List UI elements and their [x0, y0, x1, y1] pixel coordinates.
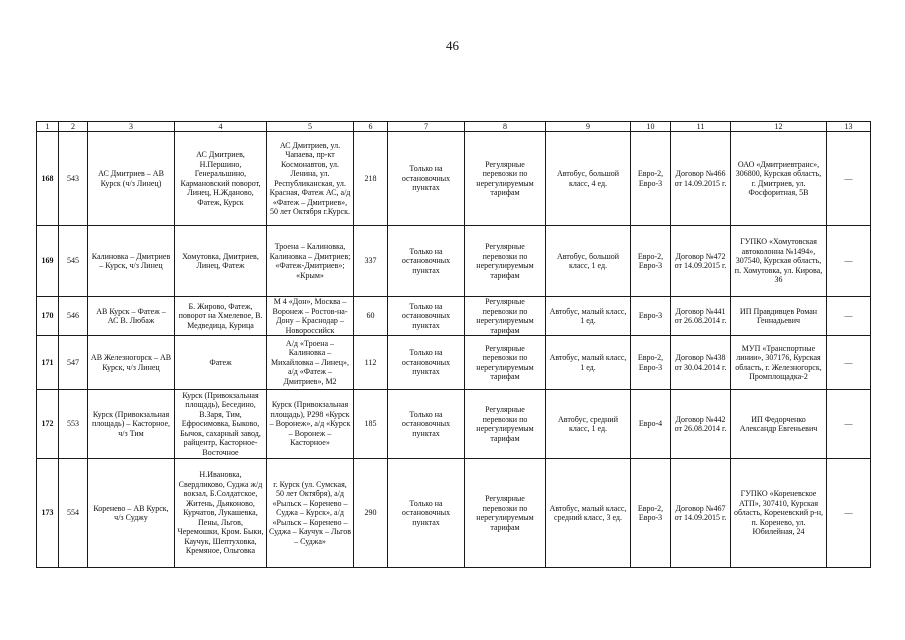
row-number-cell: 170 — [37, 297, 59, 336]
transport-type-cell: Регулярные перевозки по нерегулируемым тарифам — [465, 336, 546, 390]
vehicle-cell: Автобус, малый класс, 1 ед. — [546, 297, 631, 336]
eco-class-cell: Евро-4 — [631, 390, 671, 459]
transport-type-cell: Регулярные перевозки по нерегулируемым тарифам — [465, 132, 546, 226]
carrier-cell: ОАО «Дмитриевтранс», 306800, Курская область, г. Дмитриев, ул. Фосфоритная, 5В — [731, 132, 827, 226]
transport-type-cell: Регулярные перевозки по нерегулируемым тарифам — [465, 297, 546, 336]
route-name-cell: АВ Железногорск – АВ Курск, ч/з Линец — [88, 336, 175, 390]
length-cell: 290 — [354, 459, 388, 568]
contract-cell: Договор №438 от 30.04.2014 г. — [671, 336, 731, 390]
carrier-cell: ГУПКО «Хомутовская автоколонна №1494», 307540, Курская область, п. Хомутовка, ул. Кирова, 36 — [731, 226, 827, 297]
row-number-cell: 173 — [37, 459, 59, 568]
table-row — [37, 132, 871, 226]
table-row — [37, 297, 871, 336]
column-header: 8 — [465, 122, 546, 132]
boarding-cell: Только на остановочных пунктах — [388, 336, 465, 390]
transport-type-cell: Регулярные перевозки по нерегулируемым тарифам — [465, 226, 546, 297]
boarding-cell: Только на остановочных пунктах — [388, 459, 465, 568]
boarding-cell: Только на остановочных пунктах — [388, 390, 465, 459]
column-header: 12 — [731, 122, 827, 132]
eco-class-cell: Евро-2, Евро-3 — [631, 132, 671, 226]
length-cell: 185 — [354, 390, 388, 459]
column-header: 9 — [546, 122, 631, 132]
stops-cell: Фатеж — [175, 336, 267, 390]
column-header: 2 — [59, 122, 88, 132]
row-number-cell: 168 — [37, 132, 59, 226]
route-name-cell: Курск (Привокзальная площадь) – Касторное, ч/з Тим — [88, 390, 175, 459]
table-row — [37, 226, 871, 297]
table-row — [37, 459, 871, 568]
carrier-cell: ИП Правдивцев Роман Геннадьевич — [731, 297, 827, 336]
route-number-cell: 543 — [59, 132, 88, 226]
streets-cell: Курск (Привокзальная площадь), Р298 «Курск – Воронеж», а/д «Курск – Воронеж – Касторное» — [267, 390, 354, 459]
eco-class-cell: Евро-2, Евро-3 — [631, 336, 671, 390]
contract-cell: Договор №472 от 14.09.2015 г. — [671, 226, 731, 297]
carrier-cell: ГУПКО «Кореневское АТП», 307410, Курская область, Кореневский р-н, п. Кореневo, ул. Юбилейная, 24 — [731, 459, 827, 568]
boarding-cell: Только на остановочных пунктах — [388, 132, 465, 226]
contract-cell: Договор №466 от 14.09.2015 г. — [671, 132, 731, 226]
row-number-cell: 172 — [37, 390, 59, 459]
eco-class-cell: Евро-2, Евро-3 — [631, 459, 671, 568]
page-number: 46 — [446, 38, 459, 53]
length-cell: 112 — [354, 336, 388, 390]
notes-cell: — — [827, 297, 871, 336]
column-header: 13 — [827, 122, 871, 132]
route-number-cell: 554 — [59, 459, 88, 568]
streets-cell: Троена – Калиновка, Калиновка – Дмитриев; «Фатеж-Дмитриев»; «Крым» — [267, 226, 354, 297]
route-name-cell: АВ Курск – Фатеж – АС В. Любаж — [88, 297, 175, 336]
eco-class-cell: Евро-3 — [631, 297, 671, 336]
carrier-cell: ИП Федорченко Александр Евгеньевич — [731, 390, 827, 459]
boarding-cell: Только на остановочных пунктах — [388, 297, 465, 336]
stops-cell: Н.Ивановка, Свердликово, Суджа ж/д вокзал, Б.Солдатское, Житень, Дьяконово, Курчатов, Лукашевка, Пены, Льгов, Черемошки, Кром. Быки, Каучук, Шептуховка, Кремяное, Ольговка — [175, 459, 267, 568]
route-name-cell: Калиновка – Дмитриев – Курск, ч/з Линец — [88, 226, 175, 297]
column-header: 7 — [388, 122, 465, 132]
length-cell: 218 — [354, 132, 388, 226]
stops-cell: Курск (Привокзальная площадь), Беседино, В.Заря, Тим, Ефросимовка, Быково, Бычок, сахарный завод, райцентр, Касторное-Восточное — [175, 390, 267, 459]
streets-cell: А/д «Троена – Калиновка – Михайловка – Линец», а/д «Фатеж – Дмитриев», М2 — [267, 336, 354, 390]
column-header: 4 — [175, 122, 267, 132]
notes-cell: — — [827, 226, 871, 297]
stops-cell: Б. Жирово, Фатеж, поворот на Хмелевое, В. Медведица, Курица — [175, 297, 267, 336]
notes-cell: — — [827, 390, 871, 459]
streets-cell: г. Курск (ул. Сумская, 50 лет Октября), а/д «Рыльск – Кореневo – Суджа – Курск», а/д «Рыльск – Кореневo – Суджа – Каучук – Льгов – Суджа» — [267, 459, 354, 568]
length-cell: 60 — [354, 297, 388, 336]
vehicle-cell: Автобус, средний класс, 1 ед. — [546, 390, 631, 459]
route-number-cell: 553 — [59, 390, 88, 459]
eco-class-cell: Евро-2, Евро-3 — [631, 226, 671, 297]
streets-cell: АС Дмитриев, ул. Чапаева, пр-кт Космонавтов, ул. Ленина, ул. Республиканская, ул. Красная, Фатеж АС, а/д «Фатеж – Дмитриев», 50 лет Октября г.Курск. — [267, 132, 354, 226]
column-header: 10 — [631, 122, 671, 132]
stops-cell: Хомутовка, Дмитриев, Линец, Фатеж — [175, 226, 267, 297]
routes-table — [36, 121, 871, 568]
streets-cell: М 4 «Дон», Москва – Воронеж – Ростов-на-Дону – Краснодар – Новороссийск — [267, 297, 354, 336]
table-row — [37, 336, 871, 390]
row-number-cell: 171 — [37, 336, 59, 390]
column-header: 1 — [37, 122, 59, 132]
vehicle-cell: Автобус, большой класс, 4 ед. — [546, 132, 631, 226]
route-number-cell: 545 — [59, 226, 88, 297]
column-header: 3 — [88, 122, 175, 132]
column-header: 5 — [267, 122, 354, 132]
table-row — [37, 390, 871, 459]
column-header: 11 — [671, 122, 731, 132]
boarding-cell: Только на остановочных пунктах — [388, 226, 465, 297]
transport-type-cell: Регулярные перевозки по нерегулируемым тарифам — [465, 390, 546, 459]
column-header: 6 — [354, 122, 388, 132]
contract-cell: Договор №467 от 14.09.2015 г. — [671, 459, 731, 568]
route-name-cell: Коренево – АВ Курск, ч/з Суджу — [88, 459, 175, 568]
route-number-cell: 547 — [59, 336, 88, 390]
length-cell: 337 — [354, 226, 388, 297]
transport-type-cell: Регулярные перевозки по нерегулируемым тарифам — [465, 459, 546, 568]
notes-cell: — — [827, 459, 871, 568]
vehicle-cell: Автобус, малый класс, средний класс, 3 ед. — [546, 459, 631, 568]
contract-cell: Договор №441 от 26.08.2014 г. — [671, 297, 731, 336]
row-number-cell: 169 — [37, 226, 59, 297]
route-name-cell: АС Дмитриев – АВ Курск (ч/з Линец) — [88, 132, 175, 226]
vehicle-cell: Автобус, большой класс, 1 ед. — [546, 226, 631, 297]
vehicle-cell: Автобус, малый класс, 1 ед. — [546, 336, 631, 390]
carrier-cell: МУП «Транспортные линии», 307176, Курская область, г. Железногорск, Промплощадка-2 — [731, 336, 827, 390]
route-number-cell: 546 — [59, 297, 88, 336]
stops-cell: АС Дмитриев, Н.Першино, Генеральшино, Кармановский поворот, Линец, Н.Жданово, Фатеж, Курск — [175, 132, 267, 226]
notes-cell: — — [827, 336, 871, 390]
contract-cell: Договор №442 от 26.08.2014 г. — [671, 390, 731, 459]
notes-cell: — — [827, 132, 871, 226]
column-number-row — [37, 122, 871, 132]
